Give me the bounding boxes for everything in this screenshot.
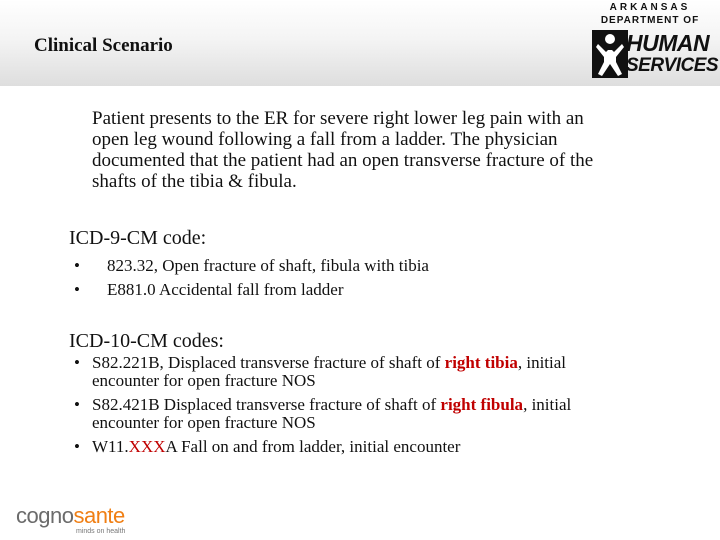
- wordmark-main: cogno: [16, 503, 74, 528]
- icd10-code-text: A Fall on and from ladder, initial encounter: [165, 437, 461, 456]
- highlight-text: XXX: [128, 437, 166, 456]
- logo-line-services: SERVICES: [626, 55, 719, 76]
- bullet-icon: •: [74, 256, 80, 275]
- arkansas-dhs-logo: [590, 2, 719, 80]
- scenario-line: Patient presents to the ER for severe right lower leg pain with an: [92, 108, 584, 129]
- icd10-code-text: , initial: [523, 395, 572, 414]
- bullet-icon: •: [74, 437, 80, 456]
- list-item: [74, 396, 694, 432]
- list-item: [74, 438, 694, 456]
- icd10-code-text: S82.421B Displaced transverse fracture of shaft of: [92, 395, 441, 414]
- bullet-icon: •: [74, 353, 80, 372]
- scenario-line: shafts of the tibia & fibula.: [92, 171, 297, 192]
- icd10-code-line: encounter for open fracture NOS: [92, 413, 316, 432]
- bullet-icon: •: [74, 280, 80, 299]
- logo-line-arkansas: ARKANSAS: [609, 2, 691, 13]
- icd10-code-line: [92, 396, 694, 414]
- highlight-text: right fibula: [440, 395, 524, 414]
- cognosante-wordmark: [16, 503, 125, 529]
- scenario-line: open leg wound following a fall from a ladder. The physician: [92, 129, 558, 150]
- list-item: [74, 354, 694, 390]
- icd10-code-text: W11.: [92, 437, 129, 456]
- scenario-line: documented that the patient had an open transverse fracture of the: [92, 150, 594, 171]
- cognosante-tagline: minds on health: [76, 528, 126, 535]
- icd9-code-text: E881.0 Accidental fall from ladder: [107, 280, 344, 299]
- scenario-paragraph: [92, 108, 692, 192]
- icd10-code-line: [92, 354, 694, 372]
- highlight-text: right tibia: [444, 353, 518, 372]
- page-title: Clinical Scenario: [34, 35, 173, 56]
- logo-line-human: HUMAN: [626, 30, 710, 56]
- icd10-heading: ICD-10-CM codes:: [69, 330, 224, 352]
- icd9-heading: ICD-9-CM code:: [69, 227, 207, 249]
- wordmark-accent: sante: [73, 503, 125, 528]
- icd10-list: [74, 354, 694, 462]
- icd10-code-text: S82.221B, Displaced transverse fracture of shaft of: [92, 353, 445, 372]
- icd10-code-line: encounter for open fracture NOS: [92, 371, 316, 390]
- cognosante-logo: [16, 503, 146, 539]
- icd10-code-line: [92, 438, 694, 456]
- icd10-code-text: , initial: [517, 353, 567, 372]
- icd9-code-text: 823.32, Open fracture of shaft, fibula with tibia: [107, 256, 429, 275]
- logo-line-department: DEPARTMENT OF: [600, 15, 700, 26]
- bullet-icon: •: [74, 395, 80, 414]
- person-figure-icon: [592, 30, 628, 78]
